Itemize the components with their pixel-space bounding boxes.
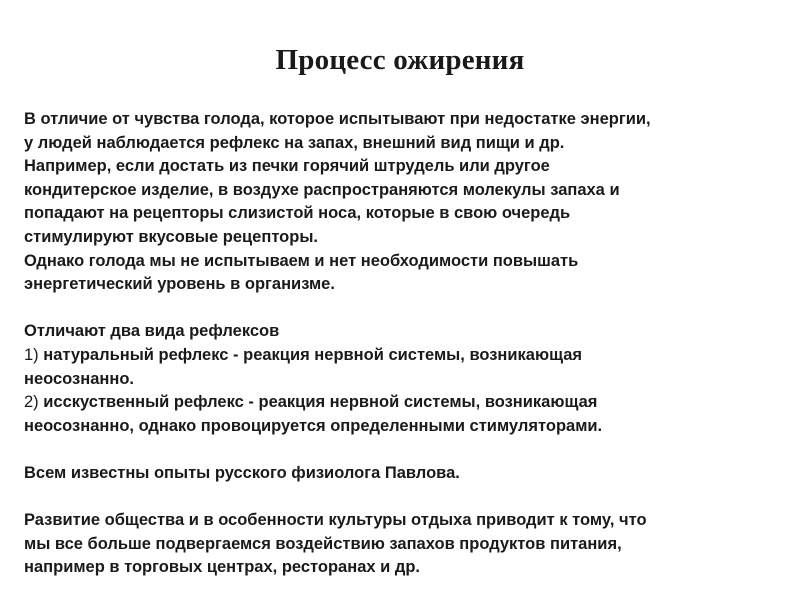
body-line: кондитерское изделие, в воздухе распространяются молекулы запаха и <box>24 180 620 199</box>
list-item-1 <box>24 344 784 368</box>
body-line: Отличают два вида рефлексов <box>24 322 280 341</box>
body-line: Однако голода мы не испытываем и нет необходимости повышать <box>24 251 579 270</box>
body-line: В отличие от чувства голода, которое испытывают при недостатке энергии, <box>24 110 651 128</box>
body-line: Развитие общества и в особенности культуры отдыха приводит к тому, что <box>24 511 647 530</box>
body-line: например в торговых центрах, ресторанах и др. <box>24 558 420 577</box>
body-line: Например, если достать из печки горячий штрудель или другое <box>24 157 550 176</box>
paragraph-gap <box>24 486 784 510</box>
paragraph-gap <box>24 438 784 462</box>
body-line: Всем известны опыты русского физиолога Павлова. <box>24 463 460 482</box>
paragraph-gap <box>24 297 784 321</box>
list-number: 2) <box>24 393 39 412</box>
body-line: стимулируют вкусовые рецепторы. <box>24 227 319 246</box>
body-line: неосознанно. <box>24 369 134 388</box>
body-line: попадают на рецепторы слизистой носа, которые в свою очередь <box>24 204 571 223</box>
list-item-text: исскуственный рефлекс - реакция нервной системы, возникающая <box>38 393 598 412</box>
list-number: 1) <box>24 345 39 364</box>
list-item-text: натуральный рефлекс - реакция нервной системы, возникающая <box>38 345 582 364</box>
slide-body <box>24 108 784 580</box>
body-line: энергетический уровень в организме. <box>24 275 335 294</box>
body-line: неосознанно, однако провоцируется определенными стимуляторами. <box>24 416 603 435</box>
slide-title: Процесс ожирения <box>275 44 525 76</box>
body-line: мы все больше подвергаемся воздействию запахов продуктов питания, <box>24 534 622 553</box>
body-line: у людей наблюдается рефлекс на запах, внешний вид пищи и др. <box>24 133 565 152</box>
list-item-2 <box>24 391 784 415</box>
